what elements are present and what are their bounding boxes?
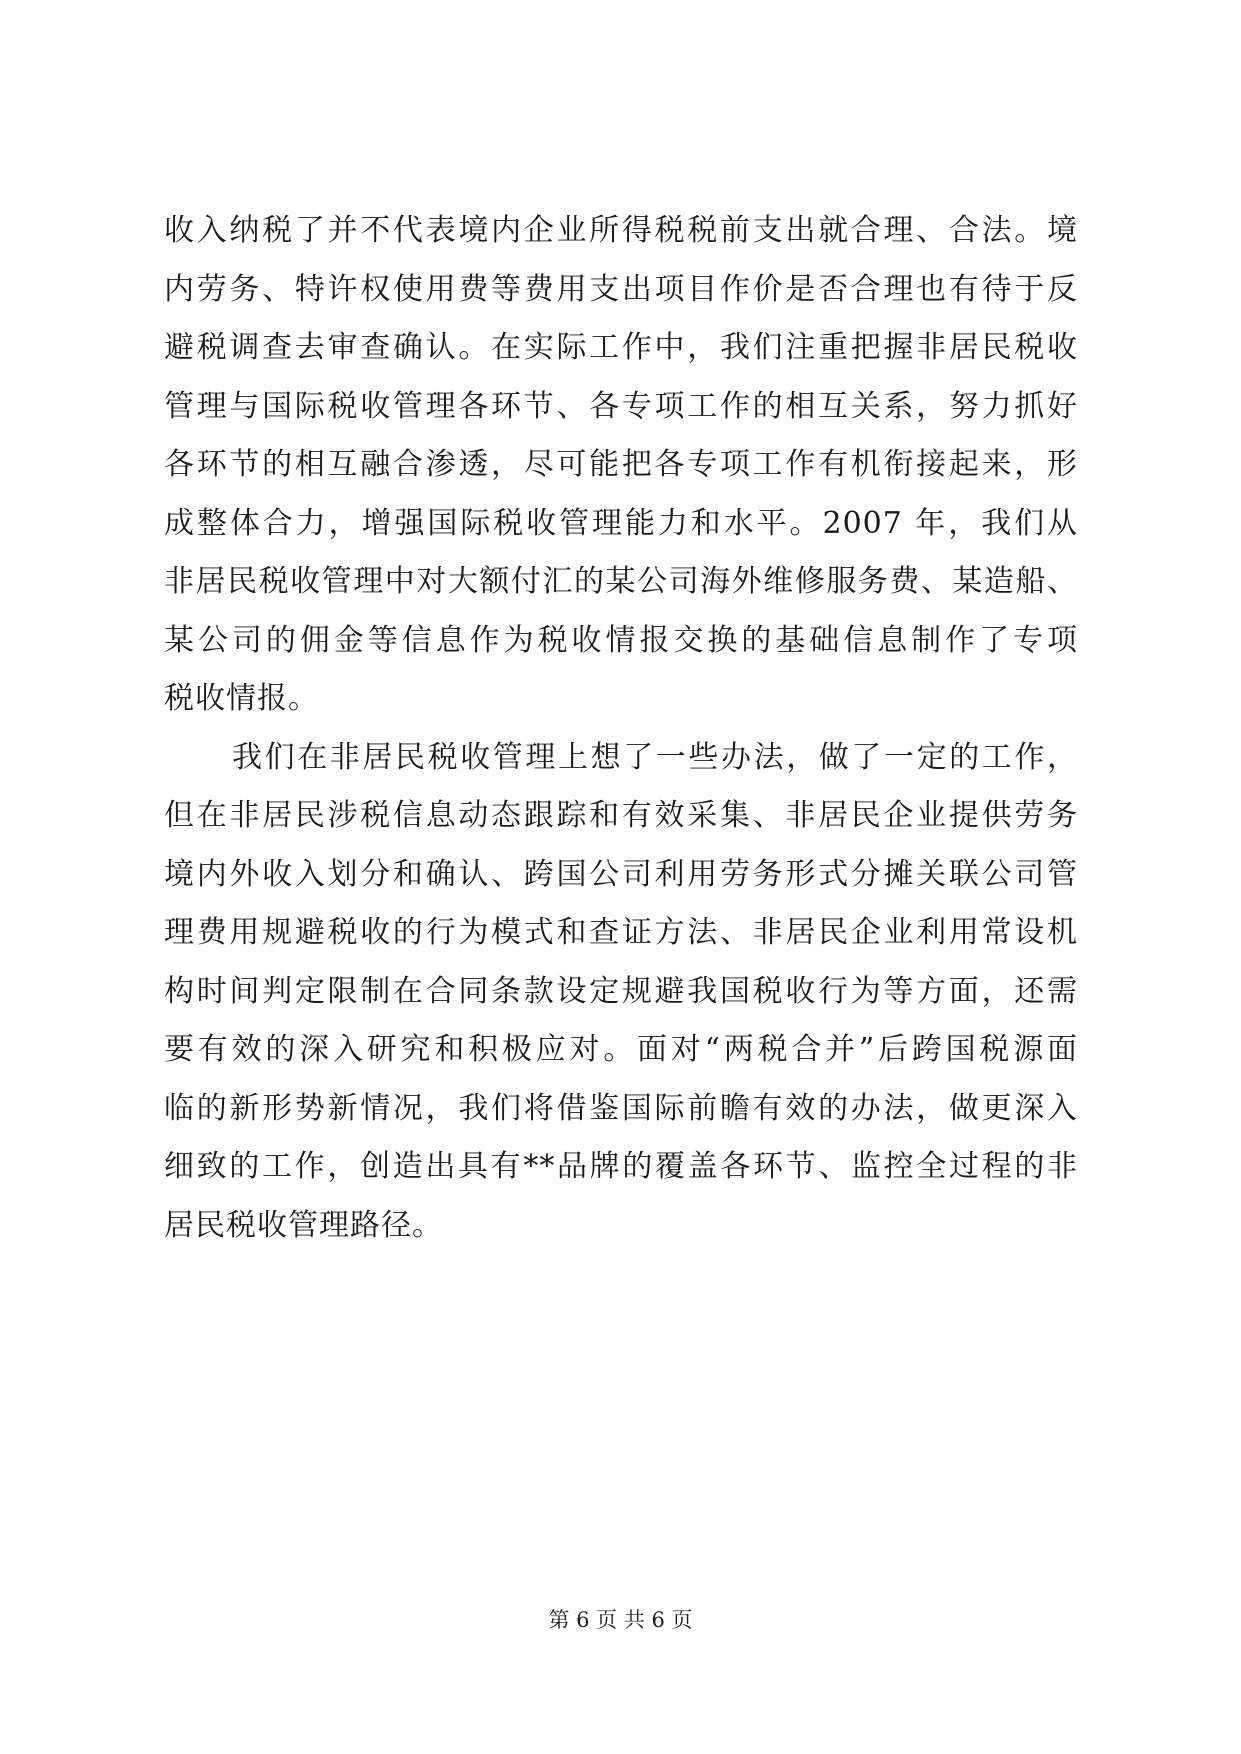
paragraph-line: 临的新形势新情况，我们将借鉴国际前瞻有效的办法，做更深入 xyxy=(164,1090,1078,1126)
paragraph-line: 税收情报。 xyxy=(164,681,319,716)
paragraph-line: 但在非居民涉税信息动态跟踪和有效采集、非居民企业提供劳务 xyxy=(164,798,1078,833)
paragraph-line: 收入纳税了并不代表境内企业所得税税前支出就合理、合法。境 xyxy=(164,213,1078,248)
paragraph-line: 构时间判定限制在合同条款设定规避我国税收行为等方面，还需 xyxy=(164,973,1078,1009)
page-number-footer: 第 6 页 共 6 页 xyxy=(548,1608,693,1632)
paragraph-line: 管理与国际税收管理各环节、各专项工作的相互关系，努力抓好 xyxy=(164,388,1078,424)
document-body xyxy=(164,202,1078,1255)
paragraph-line: 理费用规避税收的行为模式和查证方法、非居民企业利用常设机 xyxy=(164,915,1078,950)
paragraph-line: 我们在非居民税收管理上想了一些办法，做了一定的工作， xyxy=(232,739,1078,775)
paragraph-2 xyxy=(164,729,1078,1256)
paragraph-line: 避税调查去审查确认。在实际工作中，我们注重把握非居民税收 xyxy=(164,330,1078,365)
paragraph-line: 居民税收管理路径。 xyxy=(164,1207,443,1243)
paragraph-line: 境内外收入划分和确认、跨国公司利用劳务形式分摊关联公司管 xyxy=(164,856,1078,892)
paragraph-line: 要有效的深入研究和积极应对。面对“两税合并”后跨国税源面 xyxy=(164,1032,1078,1067)
paragraph-line: 内劳务、特许权使用费等费用支出项目作价是否合理也有待于反 xyxy=(164,271,1078,307)
paragraph-line: 各环节的相互融合渗透，尽可能把各专项工作有机衔接起来，形 xyxy=(164,447,1078,482)
paragraph-line: 某公司的佣金等信息作为税收情报交换的基础信息制作了专项 xyxy=(164,622,1078,658)
paragraph-line: 细致的工作，创造出具有**品牌的覆盖各环节、监控全过程的非 xyxy=(164,1149,1078,1184)
paragraph-line: 成整体合力，增强国际税收管理能力和水平。2007 年，我们从 xyxy=(164,505,1078,541)
paragraph-line: 非居民税收管理中对大额付汇的某公司海外维修服务费、某造船、 xyxy=(164,564,1078,599)
paragraph-1 xyxy=(164,202,1078,729)
